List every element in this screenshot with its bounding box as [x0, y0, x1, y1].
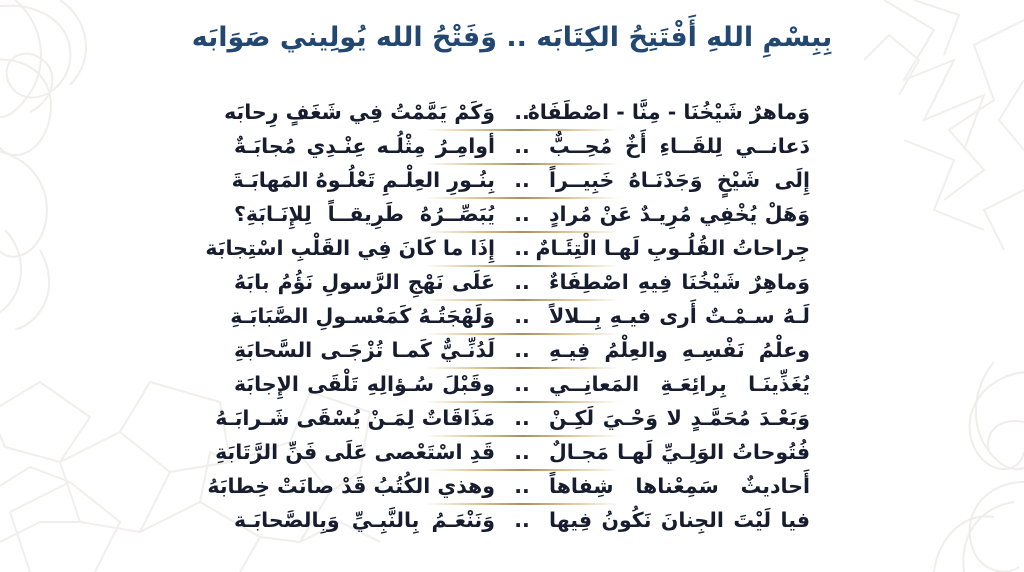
verse-separator: ..: [514, 304, 530, 328]
verse-separator: ..: [514, 406, 530, 430]
verse-first-hemistich: دَعانــي لِلقَــاءِ أَخٌ مُحِــبٌّ: [549, 134, 810, 158]
verse-first-hemistich: وَبَعْـدَ مُحَمَّـدٍ لا وَحْـيَ لَكِـنْ: [549, 406, 810, 430]
verse-divider: [425, 367, 620, 369]
verse-line: [234, 369, 810, 401]
verse-second-hemistich: إِذَا ما كَانَ فِي القَلْبِ اسْتِجابَة: [205, 236, 495, 260]
verse-separator: ..: [514, 134, 530, 158]
verse-first-hemistich: وَماهرٌ شَيْخُنَا - مِنَّا - اصْطَفَاهُ: [527, 100, 810, 124]
verse-second-hemistich: وَكَمْ يَمَّمْتُ فِي شَغَفٍ رِحابَه: [224, 100, 495, 124]
verse-divider: [425, 503, 620, 505]
verse-second-hemistich: قَدِ اسْتَعْصى عَلَى فَنِّ الرَّتَابَةِ: [215, 440, 495, 464]
verse-first-hemistich: يُغَذِّينَـا بِرائِعَـةِ المَعانِــي: [549, 372, 810, 396]
verse-second-hemistich: مَذَاقَاتٌ لِمَـنْ يُسْقَى شَـرابَـهُ: [215, 406, 495, 430]
verse-separator: ..: [514, 338, 530, 362]
verse-first-hemistich: جِراحاتُ القُلُـوبِ لَهـا الْتِئَـامٌ: [535, 236, 810, 260]
verse-line: [205, 233, 810, 265]
verse-second-hemistich: وقَبْلَ سُـؤالِهِ تَلْقَى الإِجابَة: [234, 372, 495, 396]
verse-divider: [425, 129, 620, 131]
verse-divider: [425, 401, 620, 403]
verse-first-hemistich: وعلْمُ نَفْسِـهِ والعِلْمُ فِيـهِ: [549, 338, 810, 362]
verse-first-hemistich: أَحاديثٌ سَمِعْناها شِفاهاً: [549, 474, 810, 498]
verse-separator: ..: [514, 372, 530, 396]
verse-line: [234, 199, 810, 231]
verse-separator: ..: [514, 236, 530, 260]
verse-second-hemistich: وَنَنْعَـمُ بِالنَّبِـيِّ وَبِالصَّحابَـة: [234, 508, 495, 532]
verse-line: [234, 267, 810, 299]
verse-separator: ..: [514, 270, 530, 294]
verse-line: [215, 437, 810, 469]
verse-second-hemistich: وهذي الكُتُبُ قَدْ صانَتْ خِطابَهُ: [207, 474, 495, 498]
verse-divider: [425, 435, 620, 437]
verse-second-hemistich: بِنُـورِ العِلْـمِ تَعْلُـوهُ المَهابَـةَ: [231, 168, 495, 192]
verse-divider: [425, 265, 620, 267]
verse-divider: [425, 197, 620, 199]
verse-second-hemistich: عَلَى نَهْجِ الرَّسولِ نَؤُمُ بابَهُ: [234, 270, 495, 294]
verse-second-hemistich: يُبَصِّــرُهُ طَرِيقــاً لِلإِنَـابَةِ؟: [234, 202, 495, 226]
verse-separator: ..: [514, 474, 530, 498]
verse-divider: [425, 469, 620, 471]
verse-line: [224, 97, 810, 129]
verse-divider: [425, 299, 620, 301]
verse-separator: ..: [514, 168, 530, 192]
verse-first-hemistich: لَـهُ سـمْـتٌ أَرى فيـهِ بِــلالاً: [549, 304, 810, 328]
verse-separator: ..: [514, 100, 530, 124]
verse-second-hemistich: وَلَهْجَتُـهُ كَمَعْسـولِ الصَّبَابَـةِ: [230, 304, 495, 328]
verse-first-hemistich: فُتُوحاتُ الوَلِـيِّ لَهـا مَجـالٌ: [549, 440, 810, 464]
verse-second-hemistich: أوامِـرُ مِثْلُـه عِنْـدِي مُجابَـةٌ: [234, 134, 495, 158]
verse-line: [234, 131, 810, 163]
verse-line: [230, 301, 810, 333]
verse-line: [207, 471, 810, 503]
poem-title: بِبِسْمِ اللهِ أَفْتَتِحُ الكِتَابَه .. وَفَتْحُ الله يُولِيني صَوَابَه: [191, 22, 833, 53]
verse-line: [231, 165, 810, 197]
verse-line: [234, 335, 810, 367]
arabesque-floral-ornament-bottom-right: [874, 362, 1024, 572]
poem-body: [205, 97, 810, 537]
verse-line: [215, 403, 810, 435]
verse-line: [234, 505, 810, 537]
verse-first-hemistich: إِلَى شَيْخٍ وَجَدْنَـاهُ خَبِيــراً: [549, 168, 810, 192]
verse-first-hemistich: وَهَلْ يُخْفِي مُرِيـدٌ عَنْ مُرادٍ: [549, 202, 810, 226]
verse-separator: ..: [514, 202, 530, 226]
verse-separator: ..: [514, 440, 530, 464]
verse-divider: [425, 163, 620, 165]
verse-first-hemistich: وَماهِرٌ شَيْخُنَا فِيهِ اصْطِفَاءٌ: [549, 270, 810, 294]
verse-first-hemistich: فيا لَيْتَ الجِنانَ نَكُونُ فِيها: [549, 508, 810, 532]
verse-separator: ..: [514, 508, 530, 532]
verse-second-hemistich: لَدُنِّـيٌّ كَمـا تُزْجَـى السَّحابَةِ: [234, 338, 495, 362]
verse-divider: [425, 231, 620, 233]
verse-divider: [425, 333, 620, 335]
